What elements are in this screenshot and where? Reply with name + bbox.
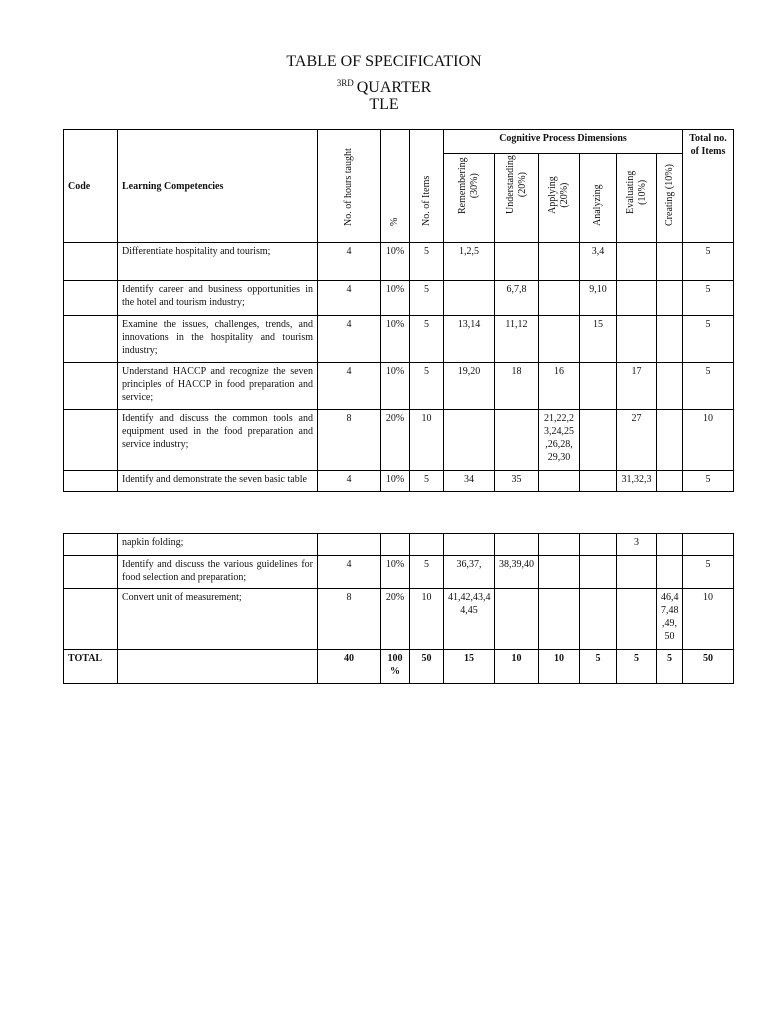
cell-analyzing xyxy=(580,589,617,650)
cell-applying xyxy=(539,534,580,556)
header-total-items: Total no. of Items xyxy=(683,130,734,243)
header-remembering: Remembering (30%) xyxy=(444,154,495,243)
cell-percent: 10% xyxy=(381,471,410,492)
cell-competency: Understand HACCP and recognize the seven principles of HACCP in food preparation and service; xyxy=(118,363,318,410)
cell-creating: 46,4 7,48 ,49, 50 xyxy=(657,589,683,650)
cell-competency: Differentiate hospitality and tourism; xyxy=(118,243,318,281)
cell-analyzing: 15 xyxy=(580,316,617,363)
cell-competency: Convert unit of measurement; xyxy=(118,589,318,650)
cell-percent xyxy=(381,534,410,556)
cell-creating xyxy=(657,534,683,556)
cell-items: 5 xyxy=(410,363,444,410)
cell-understanding xyxy=(495,410,539,471)
table-row xyxy=(64,316,734,363)
header-creating: Creating (10%) xyxy=(657,154,683,243)
cell-applying xyxy=(539,471,580,492)
header-cognitive-dimensions: Cognitive Process Dimensions xyxy=(444,130,683,154)
cell-total: 10 xyxy=(683,589,734,650)
total-row xyxy=(64,650,734,684)
header-analyzing: Analyzing xyxy=(580,154,617,243)
cell-percent: 100 % xyxy=(381,650,410,684)
cell-hours: 4 xyxy=(318,243,381,281)
cell-creating xyxy=(657,556,683,589)
header-understanding: Understanding (20%) xyxy=(495,154,539,243)
cell-total: 5 xyxy=(683,316,734,363)
cell-applying xyxy=(539,243,580,281)
header-code: Code xyxy=(64,130,118,243)
cell-applying xyxy=(539,316,580,363)
quarter-label: QUARTER xyxy=(356,79,432,96)
cell-creating: 5 xyxy=(657,650,683,684)
cell-applying: 21,22,2 3,24,25 ,26,28, 29,30 xyxy=(539,410,580,471)
cell-competency: Identify and discuss the common tools and equipment used in the food preparation and service industry; xyxy=(118,410,318,471)
cell-total: 10 xyxy=(683,410,734,471)
cell-hours: 4 xyxy=(318,281,381,316)
table-row xyxy=(64,556,734,589)
cell-creating xyxy=(657,243,683,281)
table-row xyxy=(64,471,734,492)
cell-evaluating xyxy=(617,556,657,589)
cell-hours: 8 xyxy=(318,589,381,650)
cell-competency: napkin folding; xyxy=(118,534,318,556)
cell-items xyxy=(410,534,444,556)
cell-analyzing: 3,4 xyxy=(580,243,617,281)
cell-code xyxy=(64,243,118,281)
cell-remembering: 19,20 xyxy=(444,363,495,410)
cell-hours: 8 xyxy=(318,410,381,471)
cell-evaluating: 17 xyxy=(617,363,657,410)
cell-hours: 4 xyxy=(318,556,381,589)
header-evaluating: Evaluating (10%) xyxy=(617,154,657,243)
cell-understanding xyxy=(495,534,539,556)
table-row xyxy=(64,589,734,650)
cell-evaluating xyxy=(617,281,657,316)
cell-total: 5 xyxy=(683,281,734,316)
cell-code xyxy=(64,534,118,556)
cell-code xyxy=(64,316,118,363)
header-no-of-items: No. of Items xyxy=(410,130,444,243)
cell-code xyxy=(64,281,118,316)
cell-hours: 4 xyxy=(318,471,381,492)
cell-items: 5 xyxy=(410,316,444,363)
cell-analyzing xyxy=(580,556,617,589)
cell-creating xyxy=(657,363,683,410)
cell-applying: 10 xyxy=(539,650,580,684)
cell-creating xyxy=(657,316,683,363)
cell-analyzing xyxy=(580,410,617,471)
cell-items: 10 xyxy=(410,410,444,471)
cell-analyzing: 9,10 xyxy=(580,281,617,316)
cell-evaluating: 27 xyxy=(617,410,657,471)
cell-remembering xyxy=(444,281,495,316)
header-percent: % xyxy=(381,130,410,243)
table-row xyxy=(64,363,734,410)
cell-total: 5 xyxy=(683,471,734,492)
cell-understanding: 35 xyxy=(495,471,539,492)
header-hours-taught: No. of hours taught xyxy=(318,130,381,243)
table-row xyxy=(64,410,734,471)
cell-understanding: 11,12 xyxy=(495,316,539,363)
cell-code xyxy=(64,363,118,410)
cell-percent: 20% xyxy=(381,410,410,471)
cell-remembering: 36,37, xyxy=(444,556,495,589)
document-title: TABLE OF SPECIFICATION xyxy=(286,53,482,70)
cell-total: 5 xyxy=(683,556,734,589)
cell-items: 5 xyxy=(410,556,444,589)
cell-understanding: 6,7,8 xyxy=(495,281,539,316)
cell-code xyxy=(64,471,118,492)
cell-applying xyxy=(539,281,580,316)
cell-percent: 10% xyxy=(381,363,410,410)
cell-code xyxy=(64,556,118,589)
cell-understanding: 18 xyxy=(495,363,539,410)
quarter-superscript: 3RD xyxy=(336,78,354,88)
cell-remembering: 34 xyxy=(444,471,495,492)
cell-competency: Identify and demonstrate the seven basic table xyxy=(118,471,318,492)
cell-code xyxy=(64,589,118,650)
cell-remembering xyxy=(444,410,495,471)
cell-total: 5 xyxy=(683,363,734,410)
cell-applying xyxy=(539,556,580,589)
cell-percent: 10% xyxy=(381,316,410,363)
cell-analyzing xyxy=(580,534,617,556)
cell-analyzing xyxy=(580,471,617,492)
cell-competency: Identify and discuss the various guidelines for food selection and preparation; xyxy=(118,556,318,589)
cell-hours xyxy=(318,534,381,556)
cell-evaluating xyxy=(617,316,657,363)
cell-applying xyxy=(539,589,580,650)
cell-evaluating: 5 xyxy=(617,650,657,684)
specification-table-page2 xyxy=(63,533,734,684)
cell-evaluating: 31,32,3 xyxy=(617,471,657,492)
cell-remembering: 41,42,43,4 4,45 xyxy=(444,589,495,650)
cell-understanding: 38,39,40 xyxy=(495,556,539,589)
header-learning-competencies: Learning Competencies xyxy=(118,130,318,243)
cell-code xyxy=(64,410,118,471)
cell-evaluating xyxy=(617,589,657,650)
cell-percent: 10% xyxy=(381,556,410,589)
table-row xyxy=(64,243,734,281)
cell-remembering xyxy=(444,534,495,556)
table-row xyxy=(64,281,734,316)
cell-competency xyxy=(118,650,318,684)
header-applying: Applying (20%) xyxy=(539,154,580,243)
cell-items: 5 xyxy=(410,243,444,281)
cell-items: 10 xyxy=(410,589,444,650)
cell-analyzing xyxy=(580,363,617,410)
cell-understanding xyxy=(495,243,539,281)
cell-items: 5 xyxy=(410,471,444,492)
cell-percent: 10% xyxy=(381,281,410,316)
cell-hours: 4 xyxy=(318,316,381,363)
cell-understanding: 10 xyxy=(495,650,539,684)
table-row xyxy=(64,534,734,556)
cell-competency: Examine the issues, challenges, trends, and innovations in the hospitality and tourism industry; xyxy=(118,316,318,363)
cell-applying: 16 xyxy=(539,363,580,410)
cell-creating xyxy=(657,281,683,316)
cell-code: TOTAL xyxy=(64,650,118,684)
cell-hours: 4 xyxy=(318,363,381,410)
cell-analyzing: 5 xyxy=(580,650,617,684)
cell-total xyxy=(683,534,734,556)
cell-evaluating: 3 xyxy=(617,534,657,556)
cell-percent: 10% xyxy=(381,243,410,281)
cell-remembering: 15 xyxy=(444,650,495,684)
cell-total: 50 xyxy=(683,650,734,684)
cell-percent: 20% xyxy=(381,589,410,650)
cell-creating xyxy=(657,410,683,471)
cell-understanding xyxy=(495,589,539,650)
document-subject: TLE xyxy=(369,96,399,113)
cell-remembering: 13,14 xyxy=(444,316,495,363)
cell-items: 5 xyxy=(410,281,444,316)
cell-evaluating xyxy=(617,243,657,281)
cell-items: 50 xyxy=(410,650,444,684)
cell-total: 5 xyxy=(683,243,734,281)
cell-competency: Identify career and business opportunities in the hotel and tourism industry; xyxy=(118,281,318,316)
cell-creating xyxy=(657,471,683,492)
cell-hours: 40 xyxy=(318,650,381,684)
specification-table-page1 xyxy=(63,129,734,492)
cell-remembering: 1,2,5 xyxy=(444,243,495,281)
